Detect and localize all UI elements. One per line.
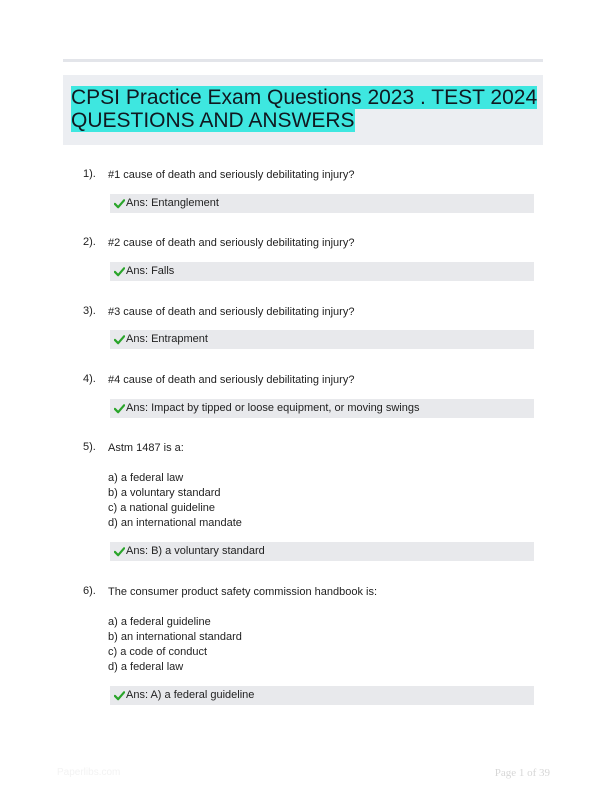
check-icon — [114, 266, 125, 277]
top-divider — [63, 59, 543, 62]
answer-box — [110, 686, 534, 705]
question-number: 5). — [83, 441, 96, 453]
question-number: 3). — [83, 305, 96, 317]
option-item: d) an international mandate — [108, 517, 242, 529]
answer-text: Ans: B) a voluntary standard — [126, 545, 265, 557]
check-icon — [114, 334, 125, 345]
check-icon — [114, 403, 125, 414]
question-text: #4 cause of death and seriously debilitating injury? — [108, 374, 355, 386]
answer-box — [110, 399, 534, 418]
answer-text: Ans: Entrapment — [126, 333, 208, 345]
question-number: 6). — [83, 585, 96, 597]
page-number: Page 1 of 39 — [494, 767, 550, 779]
page-title: CPSI Practice Exam Questions 2023 . TEST 2024 QUESTIONS AND ANSWERS — [71, 86, 538, 132]
answer-text: Ans: A) a federal guideline — [126, 689, 255, 701]
option-item: c) a code of conduct — [108, 646, 208, 658]
answer-text: Ans: Entanglement — [126, 197, 219, 209]
question-number: 1). — [83, 168, 96, 180]
option-list — [108, 615, 242, 675]
question-text: Astm 1487 is a: — [108, 442, 184, 454]
option-item: a) a federal law — [108, 472, 184, 484]
answer-text: Ans: Impact by tipped or loose equipment, or moving swings — [126, 402, 420, 414]
footer-watermark: Paperlibs.com — [57, 767, 121, 778]
question-text: #3 cause of death and seriously debilitating injury? — [108, 306, 355, 318]
option-list — [108, 471, 242, 531]
check-icon — [114, 546, 125, 557]
question-number: 4). — [83, 373, 96, 385]
answer-box — [110, 330, 534, 349]
answer-text: Ans: Falls — [126, 265, 175, 277]
question-text: #2 cause of death and seriously debilitating injury? — [108, 237, 355, 249]
check-icon — [114, 690, 125, 701]
answer-box — [110, 262, 534, 281]
option-item: b) a voluntary standard — [108, 487, 221, 499]
question-text: The consumer product safety commission handbook is: — [108, 586, 378, 598]
option-item: a) a federal guideline — [108, 616, 211, 628]
question-number: 2). — [83, 236, 96, 248]
question-text: #1 cause of death and seriously debilitating injury? — [108, 169, 355, 181]
option-item: b) an international standard — [108, 631, 242, 643]
title-block — [63, 75, 543, 145]
option-item: d) a federal law — [108, 661, 184, 673]
answer-box — [110, 542, 534, 561]
answer-box — [110, 194, 534, 213]
check-icon — [114, 198, 125, 209]
option-item: c) a national guideline — [108, 502, 216, 514]
